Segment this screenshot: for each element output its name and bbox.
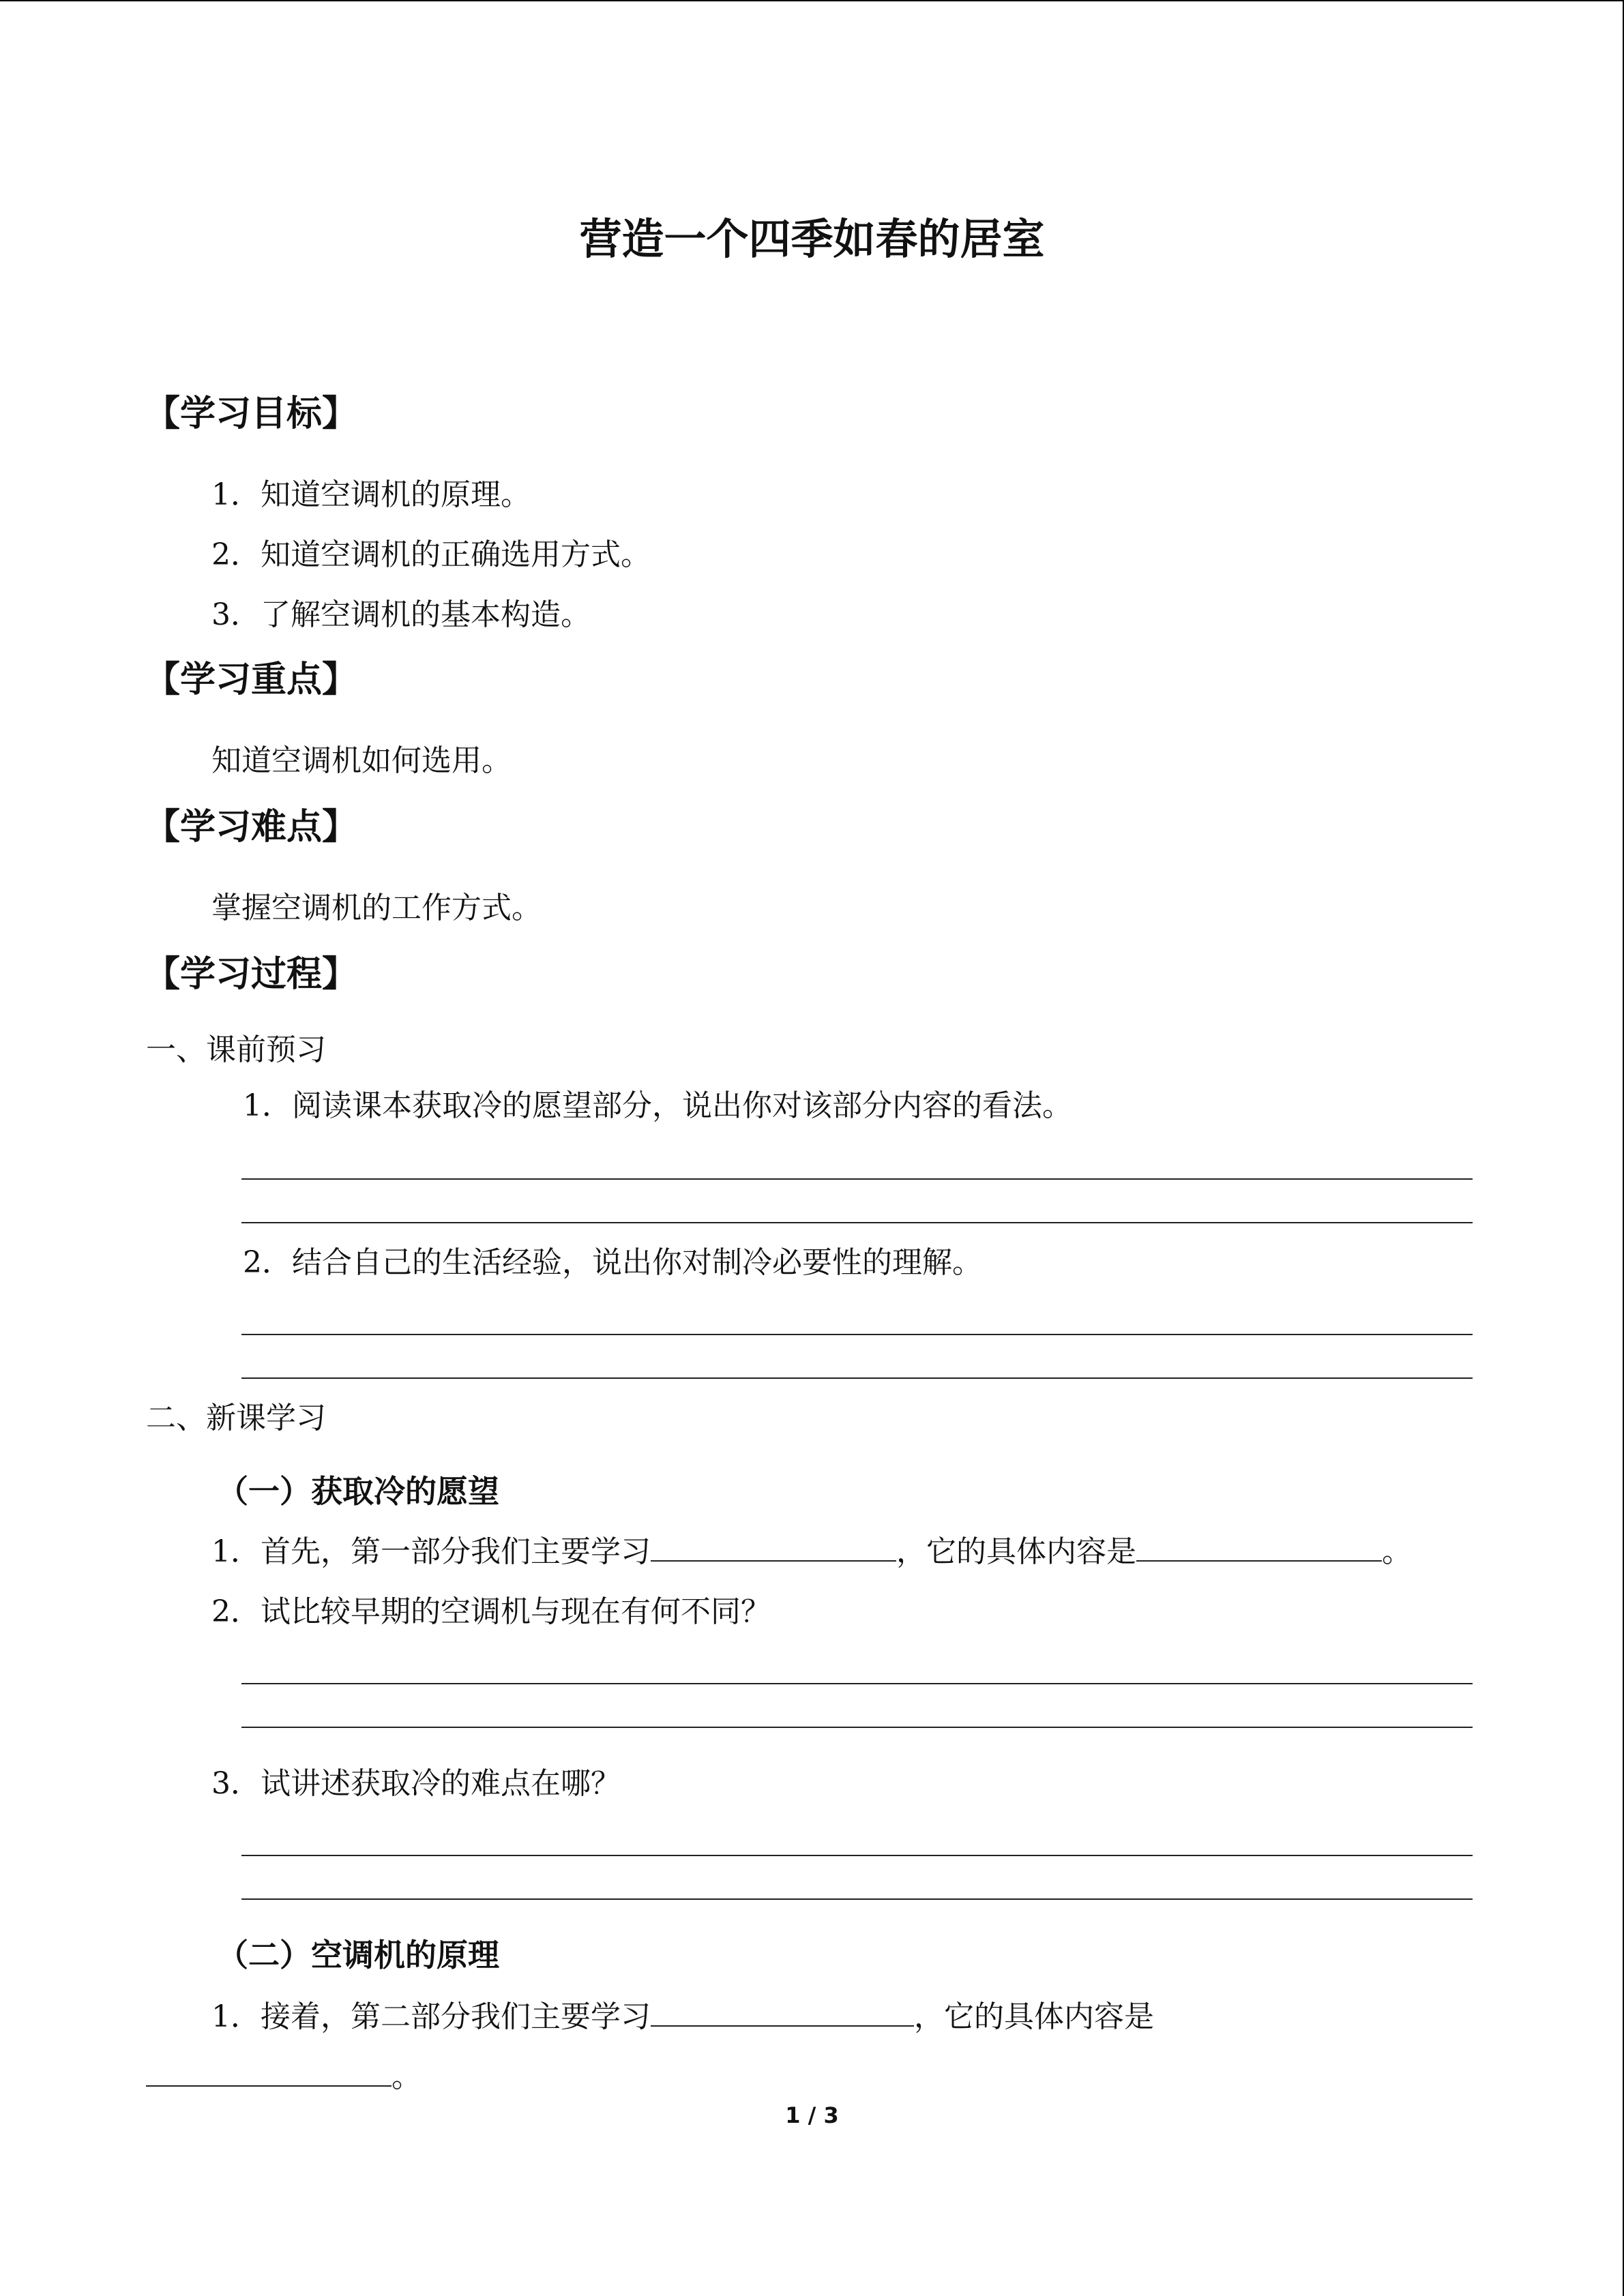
part1-question-2: 2．试比较早期的空调机与现在有何不同？ [211,1594,771,1629]
objective-item-3: 3．了解空调机的基本构造。 [211,597,591,632]
preview-heading: 一、课前预习 [146,1032,326,1067]
part1-q1-text-b: ，它的具体内容是 [896,1534,1136,1569]
section-heading-key-points: 【学习重点】 [145,659,358,700]
answer-line[interactable] [241,1683,1473,1684]
difficulties-text: 掌握空调机的工作方式。 [211,891,542,925]
answer-line[interactable] [241,1377,1473,1379]
part1-question-1 [211,1530,1412,1572]
part2-q1-text-a: 1．接着，第二部分我们主要学习 [211,1999,651,2034]
objective-item-2: 2．知道空调机的正确选用方式。 [211,537,651,572]
part2-q1-end: 。 [392,2059,422,2094]
new-lesson-heading: 二、新课学习 [146,1401,326,1435]
part1-q1-text-a: 1．首先，第一部分我们主要学习 [211,1534,651,1569]
answer-line[interactable] [241,1334,1473,1335]
page-number: 1 / 3 [785,2102,839,2128]
part2-q1-text-b: ，它的具体内容是 [914,1999,1154,2034]
part1-q1-end: 。 [1382,1534,1412,1569]
section-heading-difficulties: 【学习难点】 [145,807,358,848]
part2-heading: （二）空调机的原理 [217,1937,499,1973]
preview-question-1: 1．阅读课本获取冷的愿望部分，说出你对该部分内容的看法。 [243,1088,1072,1123]
answer-line[interactable] [241,1222,1473,1223]
page-title: 营造一个四季如春的居室 [579,214,1045,264]
part2-question-1-continued [146,2055,422,2098]
answer-line[interactable] [241,1855,1473,1856]
fill-in-blank[interactable] [1136,1530,1382,1562]
answer-line[interactable] [241,1178,1473,1180]
answer-line[interactable] [241,1727,1473,1728]
objective-item-1: 1．知道空调机的原理。 [211,477,531,512]
fill-in-blank[interactable] [651,1995,914,2027]
fill-in-blank[interactable] [146,2055,392,2087]
section-heading-objectives: 【学习目标】 [145,393,358,434]
answer-line[interactable] [241,1898,1473,1900]
preview-question-2: 2．结合自己的生活经验，说出你对制冷必要性的理解。 [243,1245,982,1280]
part1-question-3: 3．试讲述获取冷的难点在哪？ [211,1766,621,1801]
part1-heading: （一）获取冷的愿望 [217,1473,499,1510]
fill-in-blank[interactable] [651,1530,896,1562]
section-heading-process: 【学习过程】 [145,954,358,995]
key-points-text: 知道空调机如何选用。 [211,743,512,778]
part2-question-1 [211,1995,1154,2038]
